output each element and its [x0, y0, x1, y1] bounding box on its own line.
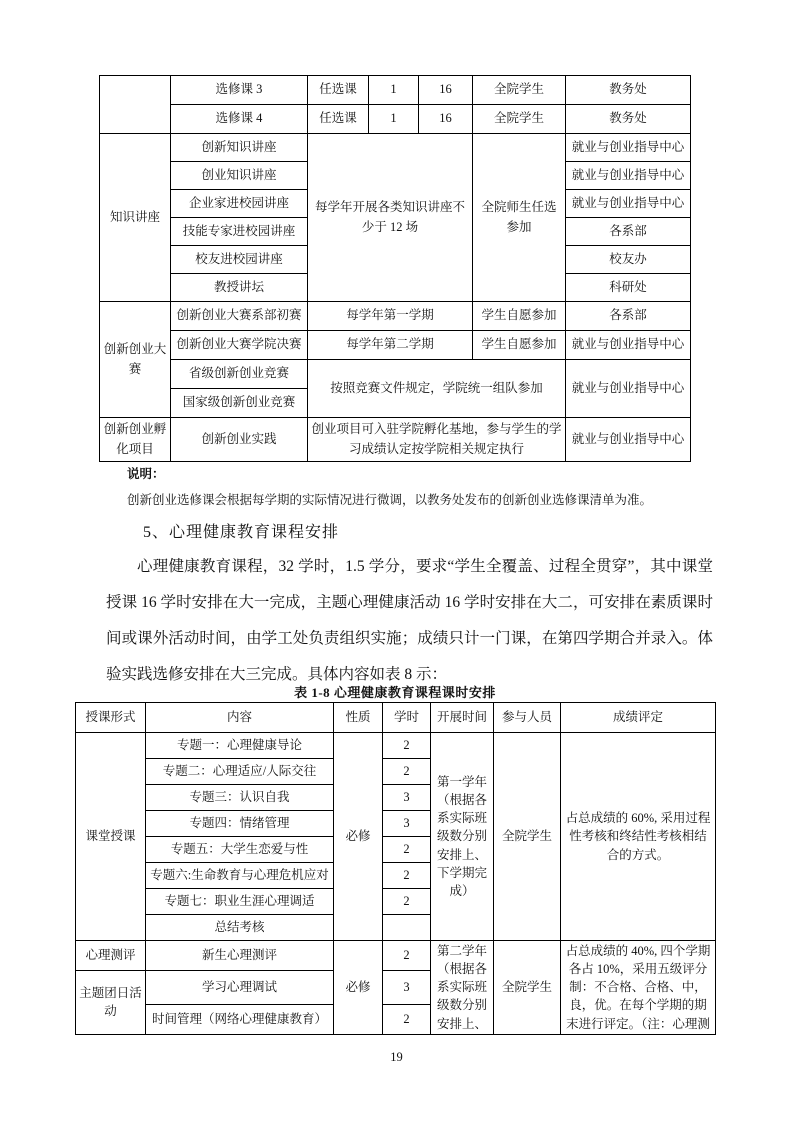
- nature-cell: 必修: [334, 941, 383, 1035]
- content-cell: 技能专家进校园讲座: [171, 218, 308, 246]
- dept-cell: 就业与创业指导中心: [566, 331, 691, 360]
- hours-cell: 3: [383, 785, 431, 811]
- participants-cell: 全院学生: [494, 733, 561, 941]
- table-row: [76, 941, 716, 971]
- dept-cell: 教务处: [566, 105, 691, 134]
- dept-cell: 就业与创业指导中心: [566, 360, 691, 418]
- participants-cell: 全院学生: [473, 105, 566, 134]
- dept-cell: 就业与创业指导中心: [566, 134, 691, 162]
- dept-cell: 教务处: [566, 76, 691, 105]
- evaluation-cell: 占总成绩的 60%, 采用过程性考核和终结性考核相结合的方式。: [561, 733, 716, 941]
- content-cell: 企业家进校园讲座: [171, 190, 308, 218]
- dept-cell: 就业与创业指导中心: [566, 418, 691, 462]
- group-cell-contest: 创新创业大赛: [100, 302, 171, 418]
- header-cell: 授课形式: [76, 703, 146, 733]
- schedule-cell: 每学年开展各类知识讲座不少于 12 场: [308, 134, 473, 302]
- hours-cell: 2: [383, 837, 431, 863]
- table-row: [100, 418, 691, 462]
- nature-cell: 必修: [334, 733, 383, 941]
- header-cell: 性质: [334, 703, 383, 733]
- content-cell: 总结考核: [146, 915, 334, 941]
- evaluation-cell: 占总成绩的 40%, 四个学期各占 10%，采用五级评分制：不合格、合格、中，良，优。在每个学期的期末进行评定。（注：心理测: [561, 941, 716, 1035]
- notes-body: 创新创业选修课会根据每学期的实际情况进行微调，以教务处发布的创新创业选修课清单为准。: [127, 493, 653, 507]
- content-cell: 选修课 4: [171, 105, 308, 134]
- content-cell: 时间管理（网络心理健康教育）: [146, 1004, 334, 1034]
- table-row: [100, 134, 691, 162]
- content-cell: 专题七：职业生涯心理调适: [146, 889, 334, 915]
- table-row: [100, 302, 691, 331]
- group-cell-blank: [100, 76, 171, 134]
- content-cell: 创新创业大赛学院决赛: [171, 331, 308, 360]
- header-cell: 开展时间: [431, 703, 494, 733]
- header-cell: 学时: [383, 703, 431, 733]
- schedule-cell: 第二学年（根据各系实际班级数分别安排上、: [431, 941, 494, 1035]
- nature-cell: 任选课: [308, 76, 369, 105]
- content-cell: 专题六:生命教育与心理危机应对: [146, 863, 334, 889]
- content-cell: 新生心理测评: [146, 941, 334, 971]
- schedule-cell: 每学年第一学期: [308, 302, 473, 331]
- hours-cell: 2: [383, 759, 431, 785]
- hours-cell: 2: [383, 733, 431, 759]
- credit-cell: 1: [369, 76, 419, 105]
- content-cell: 专题四：情绪管理: [146, 811, 334, 837]
- group-cell-incubation: 创新创业孵化项目: [100, 418, 171, 462]
- group-cell-classroom: 课堂授课: [76, 733, 146, 941]
- participants-cell: 学生自愿参加: [473, 302, 566, 331]
- dept-cell: 各系部: [566, 218, 691, 246]
- participants-cell: 全院师生任选参加: [473, 134, 566, 302]
- hours-cell: 16: [419, 105, 473, 134]
- content-cell: 国家级创新创业竞赛: [171, 389, 308, 418]
- table-row: [100, 360, 691, 389]
- mental-health-schedule-table: [75, 702, 716, 1035]
- content-cell: 创新创业实践: [171, 418, 308, 462]
- content-cell: 专题一：心理健康导论: [146, 733, 334, 759]
- credit-cell: 1: [369, 105, 419, 134]
- notes-label: 说明：: [127, 467, 165, 481]
- content-cell: 选修课 3: [171, 76, 308, 105]
- section-heading: 5、心理健康教育课程安排: [143, 524, 340, 541]
- header-cell: 成绩评定: [561, 703, 716, 733]
- table-row: [100, 76, 691, 105]
- dept-cell: 就业与创业指导中心: [566, 190, 691, 218]
- hours-cell: 3: [383, 811, 431, 837]
- table-row: [76, 733, 716, 759]
- dept-cell: 科研处: [566, 274, 691, 302]
- header-cell: 参与人员: [494, 703, 561, 733]
- schedule-cell: 按照竞赛文件规定，学院统一组队参加: [308, 360, 566, 418]
- participants-cell: 学生自愿参加: [473, 331, 566, 360]
- page-number: 19: [390, 1050, 403, 1064]
- nature-cell: 任选课: [308, 105, 369, 134]
- dept-cell: 校友办: [566, 246, 691, 274]
- hours-cell: 2: [383, 1004, 431, 1034]
- hours-cell: 3: [383, 971, 431, 1005]
- schedule-cell: 每学年第二学期: [308, 331, 473, 360]
- content-cell: 学习心理调试: [146, 971, 334, 1005]
- group-cell-lectures: 知识讲座: [100, 134, 171, 302]
- table-row: [100, 331, 691, 360]
- content-cell: 校友进校园讲座: [171, 246, 308, 274]
- dept-cell: 就业与创业指导中心: [566, 162, 691, 190]
- group-cell-assessment: 心理测评: [76, 941, 146, 971]
- content-cell: 创新创业大赛系部初赛: [171, 302, 308, 331]
- content-cell: 专题三：认识自我: [146, 785, 334, 811]
- content-cell: 专题五：大学生恋爱与性: [146, 837, 334, 863]
- schedule-cell: 第一学年（根据各系实际班级数分别安排上、下学期完成）: [431, 733, 494, 941]
- hours-cell: 2: [383, 863, 431, 889]
- dept-cell: 各系部: [566, 302, 691, 331]
- hours-cell: 2: [383, 941, 431, 971]
- table-row: [100, 105, 691, 134]
- schedule-cell: 创业项目可入驻学院孵化基地，参与学生的学习成绩认定按学院相关规定执行: [308, 418, 566, 462]
- hours-cell: 16: [419, 76, 473, 105]
- content-cell: 创业知识讲座: [171, 162, 308, 190]
- table-header-row: [76, 703, 716, 733]
- content-cell: 专题二：心理适应/人际交往: [146, 759, 334, 785]
- content-cell: 省级创新创业竞赛: [171, 360, 308, 389]
- innovation-education-table: [99, 75, 691, 462]
- section-paragraph: 心理健康教育课程，32 学时，1.5 学分，要求“学生全覆盖、过程全贯穿”，其中课堂授课 16 学时安排在大一完成，主题心理健康活动 16 学时安排在大二，可安排在素质课时间或课外活动时间，由学工处负责组织实施；成绩只计一门课，在第四学期合并录入。体验实践选修安排在大三完成。具体内容如表 8 示：: [106, 558, 713, 683]
- content-cell: 创新知识讲座: [171, 134, 308, 162]
- hours-cell: 2: [383, 889, 431, 915]
- participants-cell: 全院学生: [494, 941, 561, 1035]
- content-cell: 教授讲坛: [171, 274, 308, 302]
- table-caption: 表 1-8 心理健康教育课程课时安排: [294, 685, 496, 700]
- group-cell-league-activity: 主题团日活动: [76, 971, 146, 1035]
- hours-cell: [383, 915, 431, 941]
- participants-cell: 全院学生: [473, 76, 566, 105]
- header-cell: 内容: [146, 703, 334, 733]
